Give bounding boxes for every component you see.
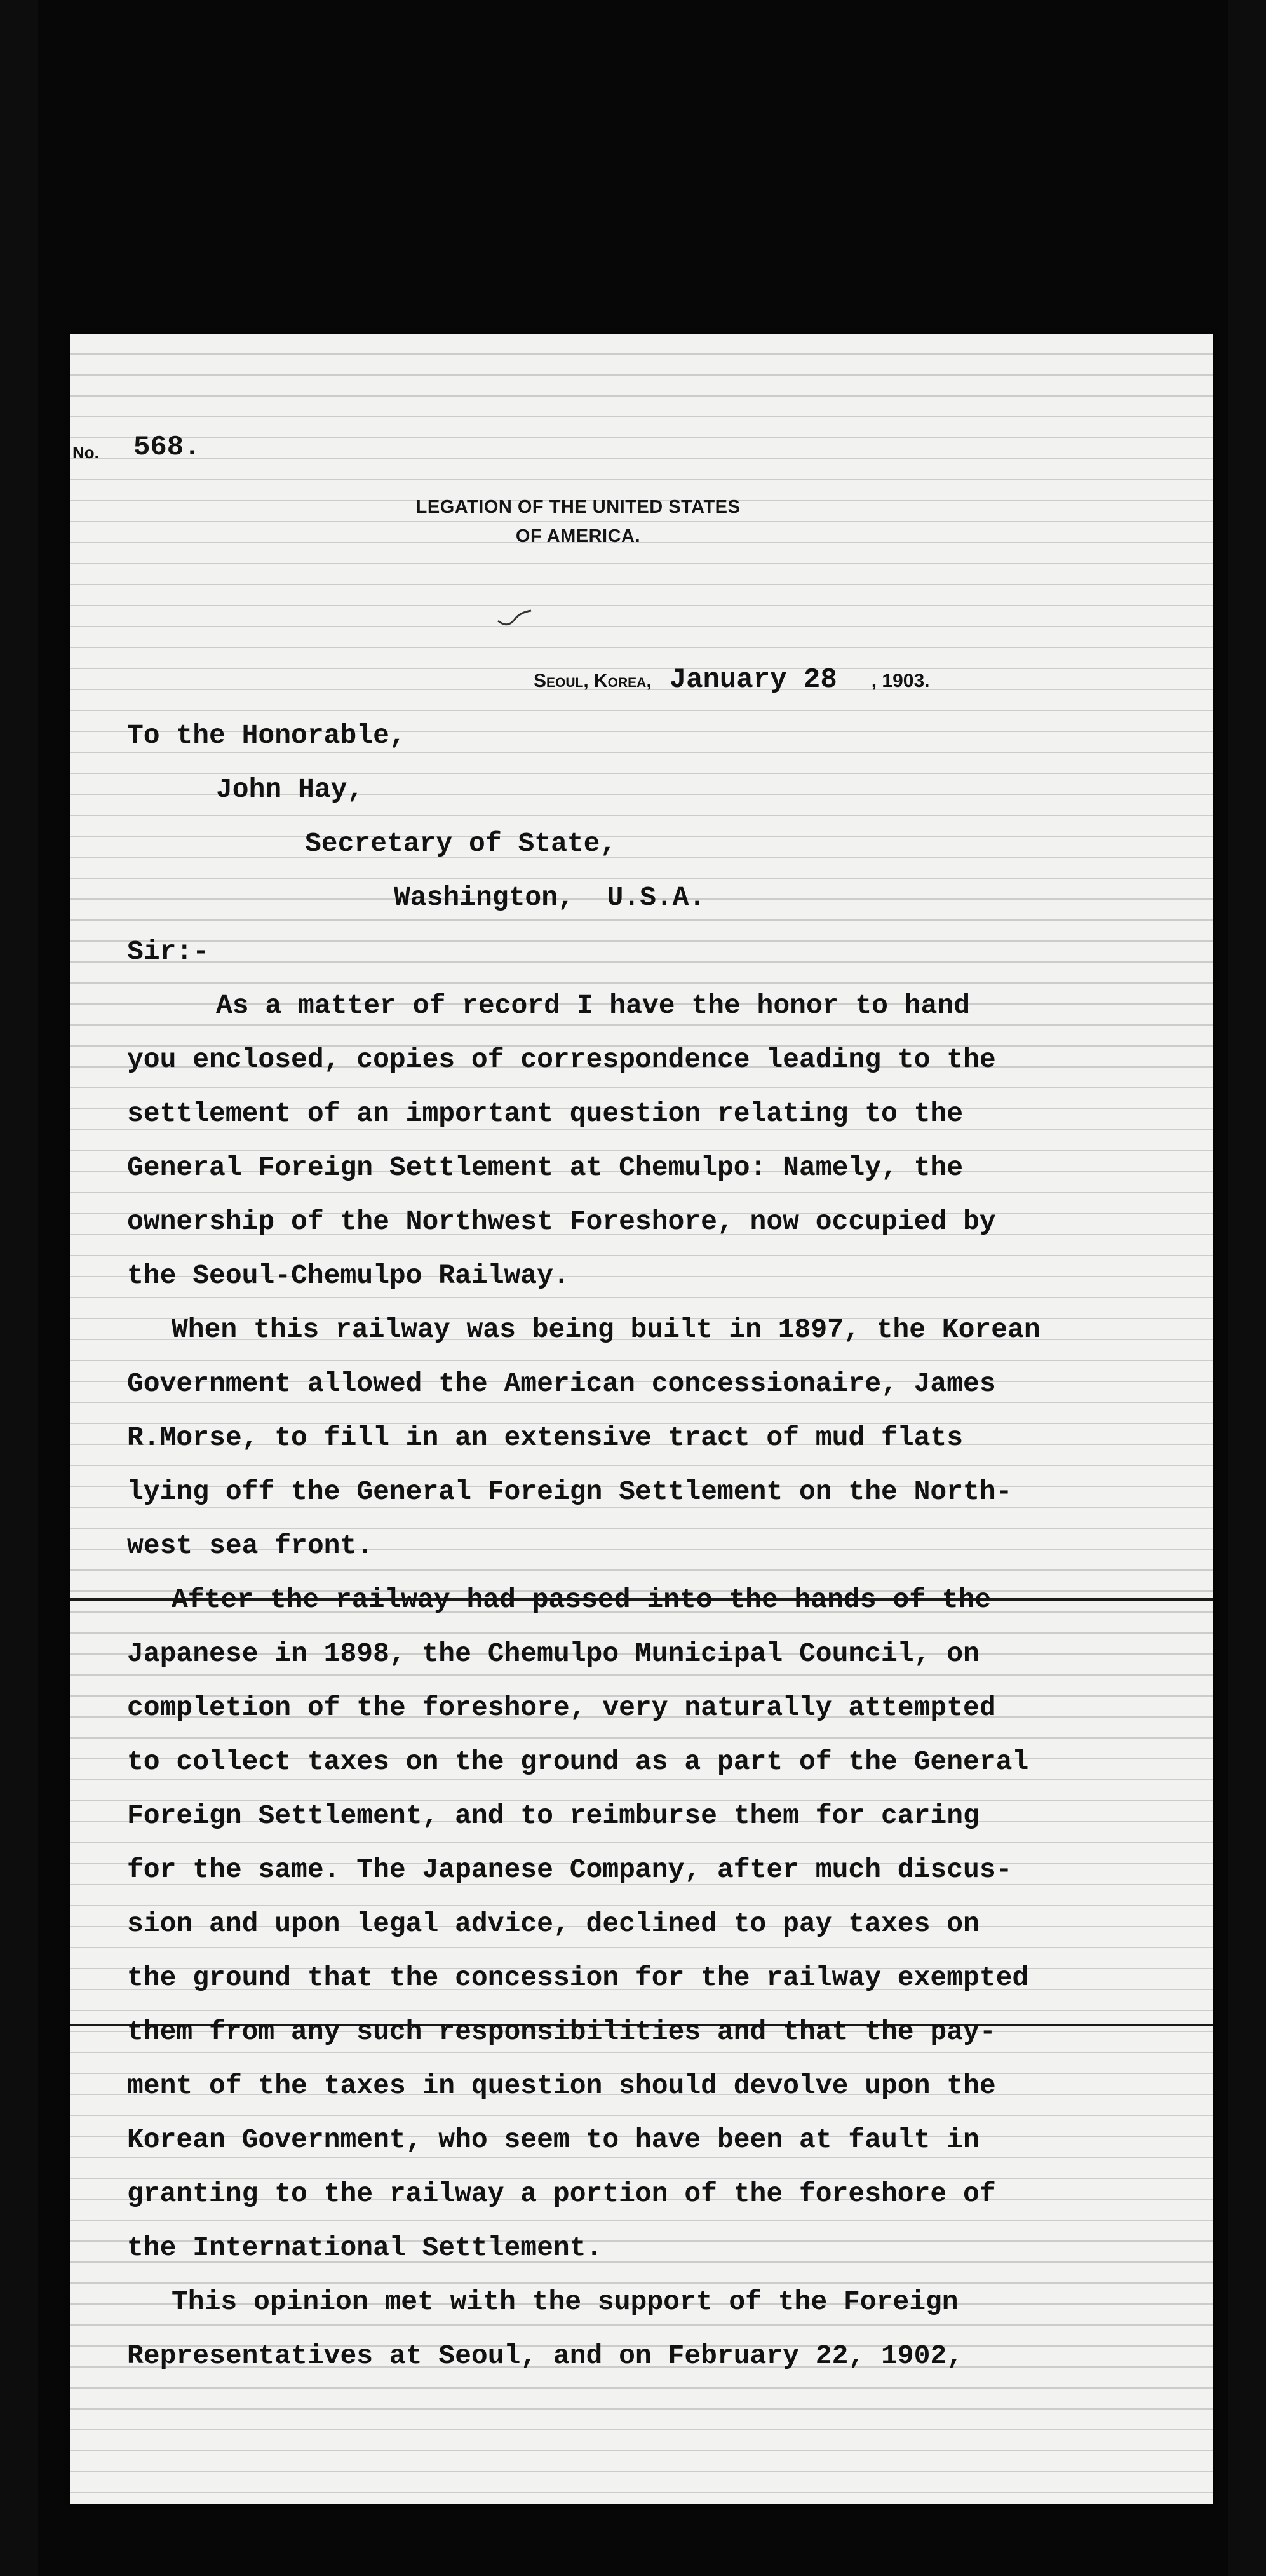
body-line: General Foreign Settlement at Chemulpo: Namely, the	[127, 1152, 964, 1183]
body-line: for the same. The Japanese Company, after much discus-	[127, 1854, 1013, 1885]
film-edge-right	[1228, 0, 1266, 2576]
body-line: the Seoul-Chemulpo Railway.	[127, 1260, 570, 1291]
body-line: to collect taxes on the ground as a part of the General	[127, 1746, 1029, 1777]
body-line: west sea front.	[127, 1530, 374, 1561]
body-line: When this railway was being built in 1897, the Korean	[172, 1314, 1040, 1345]
number-label: No.	[72, 443, 99, 462]
address-line: Washington, U.S.A.	[394, 882, 706, 913]
letterhead-line-1: LEGATION OF THE UNITED STATES	[415, 497, 741, 517]
dateline-date: January 28	[669, 664, 837, 696]
body-line: granting to the railway a portion of the foreshore of	[127, 2178, 996, 2209]
body-line: you enclosed, copies of correspondence leading to the	[127, 1044, 996, 1075]
dateline-year: , 1903.	[871, 670, 930, 691]
body-line: As a matter of record I have the honor to hand	[216, 990, 970, 1021]
body-line: settlement of an important question relating to the	[127, 1098, 964, 1129]
address-line: To the Honorable,	[127, 720, 406, 751]
body-line: sion and upon legal advice, declined to pay taxes on	[127, 1908, 980, 1939]
letter-sheet	[70, 334, 1213, 2504]
body-line: Government allowed the American concessionaire, James	[127, 1368, 996, 1399]
body-line: After the railway had passed into the hands of the	[172, 1584, 992, 1615]
body-line: ment of the taxes in question should devolve upon the	[127, 2070, 996, 2101]
body-line: This opinion met with the support of the Foreign	[172, 2286, 959, 2317]
body-line: them from any such responsibilities and that the pay-	[127, 2016, 996, 2047]
body-line: Korean Government, who seem to have been at fault in	[127, 2124, 980, 2155]
dateline	[534, 664, 929, 696]
body-line: lying off the General Foreign Settlement on the North-	[127, 1476, 1013, 1507]
letterhead-line-2: OF AMERICA.	[515, 526, 641, 546]
salutation: Sir:-	[127, 936, 210, 967]
letter-body	[127, 708, 1194, 2383]
body-line: Japanese in 1898, the Chemulpo Municipal Council, on	[127, 1638, 980, 1669]
letterhead	[324, 492, 832, 551]
dateline-place: Seoul, Korea,	[534, 670, 652, 691]
body-line: ownership of the Northwest Foreshore, now occupied by	[127, 1206, 996, 1237]
body-line: the ground that the concession for the railway exempted	[127, 1962, 1029, 1993]
despatch-number: 568.	[133, 431, 201, 463]
address-line: Secretary of State,	[305, 828, 617, 859]
film-edge-left	[0, 0, 38, 2576]
body-line: R.Morse, to fill in an extensive tract of mud flats	[127, 1422, 964, 1453]
body-line: completion of the foreshore, very naturally attempted	[127, 1692, 996, 1723]
body-line: the International Settlement.	[127, 2232, 603, 2263]
body-line: Foreign Settlement, and to reimburse them for caring	[127, 1800, 980, 1831]
pencil-check-mark	[495, 607, 534, 632]
body-line: Representatives at Seoul, and on February 22, 1902,	[127, 2340, 964, 2371]
address-line: John Hay,	[216, 774, 364, 805]
